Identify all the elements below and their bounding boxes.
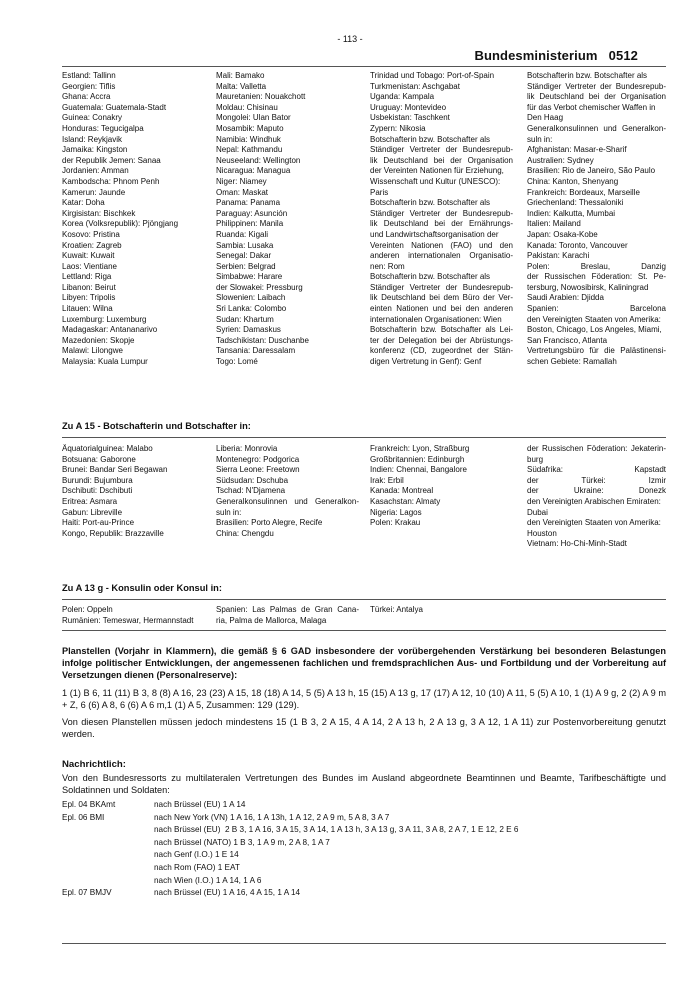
secondment-label: Epl. 04 BKAmt — [62, 800, 116, 809]
list-item: Gabun: Libreville — [62, 507, 123, 517]
list-item: der Slowakei: Pressburg — [216, 282, 303, 292]
list-item: Philippinen: Manila — [216, 219, 284, 229]
list-item: burg — [527, 454, 544, 464]
section-a15-col2 — [216, 444, 359, 539]
list-item: Rumänien: Temeswar, Hermannstadt — [62, 615, 194, 625]
list-item: Vietnam: Ho-Chi-Minh-Stadt — [527, 539, 627, 549]
section-a15-title: Zu A 15 - Botschafterin und Botschafter in: — [62, 421, 251, 431]
list-item: Ruanda: Kigali — [216, 229, 269, 239]
secondment-row — [62, 875, 666, 888]
list-item: Tadschikistan: Duschanbe — [216, 335, 309, 345]
list-item: Ständiger Vertreter der Bundesrepub- — [370, 145, 513, 155]
list-item: der Russischen Föderation: St. Pe- — [527, 272, 666, 282]
section-a15-col1 — [62, 444, 210, 539]
list-item: der Republik Jemen: Sanaa — [62, 155, 161, 165]
list-item: konferenz (CD, zugeordnet der Stän- — [370, 346, 513, 356]
list-item: Jamaika: Kingston — [62, 145, 128, 155]
list-item: Kroatien: Zagreb — [62, 240, 122, 250]
secondment-label: Epl. 07 BMJV — [62, 888, 112, 898]
secondment-row — [62, 837, 666, 850]
list-item: Kamerun: Jaunde — [62, 187, 126, 197]
list-item: Paraguay: Asunción — [216, 208, 288, 218]
list-item: und Landwirtschaftsorganisation der — [370, 229, 499, 239]
block1-col3 — [370, 71, 513, 368]
secondment-label: Epl. 06 BMI — [62, 812, 105, 822]
list-item: Senegal: Dakar — [216, 251, 272, 261]
secondment-text: nach Wien (I.O.) 1 A 14, 1 A 6 — [154, 875, 262, 885]
list-item: lik Deutschland bei der Organisation — [370, 155, 513, 165]
section-a13g-col3 — [370, 605, 518, 616]
list-item: Botschafterin bzw. Botschafter als — [370, 134, 491, 144]
list-item: Frankreich: Bordeaux, Marseille — [527, 187, 640, 197]
secondment-text: nach Rom (FAO) 1 EAT — [154, 862, 240, 872]
secondment-row — [62, 849, 666, 862]
list-item: nen: Rom — [370, 261, 405, 271]
list-item: Malta: Valletta — [216, 81, 267, 91]
list-item: Niger: Niamey — [216, 176, 267, 186]
section-a15-rule — [62, 437, 666, 438]
list-item: Kirgisistan: Bischkek — [62, 208, 136, 218]
list-item: Botschafterin bzw. Botschafter als — [370, 198, 491, 208]
section-a15-col3 — [370, 444, 518, 529]
list-item: Generalkonsulinnen und Generalkon- — [527, 123, 666, 133]
list-item: digen Vertretung in Genf): Genf — [370, 357, 482, 367]
list-item: Serbien: Belgrad — [216, 261, 276, 271]
list-item: Nigeria: Lagos — [370, 507, 422, 517]
list-item: China: Chengdu — [216, 528, 274, 538]
secondment-text: nach Brüssel (EU) 1 A 14 — [154, 800, 246, 809]
list-item: Japan: Osaka-Kobe — [527, 229, 598, 239]
list-item: den Vereinigten Staaten von Amerika: — [527, 518, 661, 528]
planstellen-note: Von diesen Planstellen müssen jedoch mindestens 15 (1 B 3, 2 A 15, 4 A 14, 2 A 13 h, 2 A 13 g, 3 A 12, 1 A 11) zur Postenvorbereitung genutzt werden. — [62, 717, 666, 740]
list-item: Ständiger Vertreter der Bundesrepub- — [370, 208, 513, 218]
list-item: Südsudan: Dschuba — [216, 475, 289, 485]
list-item: Nepal: Kathmandu — [216, 145, 283, 155]
list-item: Libanon: Beirut — [62, 282, 116, 292]
list-item: Brasilien: Porto Alegre, Recife — [216, 518, 323, 528]
list-item: Paris — [370, 187, 389, 197]
list-item: Malaysia: Kuala Lumpur — [62, 357, 148, 367]
list-item: Botschafterin bzw. Botschafter als Lei- — [370, 325, 513, 335]
block1-col2 — [216, 71, 364, 368]
list-item: Kuwait: Kuwait — [62, 251, 115, 261]
list-item: Panama: Panama — [216, 198, 281, 208]
section-a13g-col2 — [216, 605, 359, 626]
list-item: Burundi: Bujumbura — [62, 475, 133, 485]
list-item: Zypern: Nikosia — [370, 123, 426, 133]
list-item: für das Verbot chemischer Waffen in — [527, 102, 656, 112]
list-item: Haiti: Port-au-Prince — [62, 518, 135, 528]
list-item: Tansania: Daressalam — [216, 346, 296, 356]
list-item: Guatemala: Guatemala-Stadt — [62, 102, 167, 112]
list-item: Äquatorialguinea: Malabo — [62, 444, 153, 453]
list-item: Boston, Chicago, Los Angeles, Miami, — [527, 325, 662, 335]
list-item: Simbabwe: Harare — [216, 272, 283, 282]
list-item: der Russischen Föderation: Jekaterin- — [527, 444, 666, 453]
footer-rule — [62, 943, 666, 944]
list-item: Kanada: Toronto, Vancouver — [527, 240, 628, 250]
list-item: Slowenien: Laibach — [216, 293, 286, 303]
planstellen-list: 1 (1) B 6, 11 (11) B 3, 8 (8) A 16, 23 (23) A 15, 18 (18) A 14, 5 (5) A 13 h, 15 (15) A 13 g, 17 (17) A 12, 10 (10) A 11, 5 (5) A 10, 1 (1) A 9 g, 2 (2) A 9 m + Z, 6 (6) A 8, 6 (6) A 6 m,1 (1) A 5, Zusammen: 129 (129). — [62, 688, 666, 711]
list-item: Neuseeland: Wellington — [216, 155, 301, 165]
list-item: Montenegro: Podgorica — [216, 454, 300, 464]
list-item: Liberia: Monrovia — [216, 444, 278, 453]
secondment-row — [62, 862, 666, 875]
list-item: Indien: Kalkutta, Mumbai — [527, 208, 616, 218]
secondment-text: nach Genf (I.O.) 1 E 14 — [154, 850, 239, 860]
list-item: Botschafterin bzw. Botschafter als — [527, 71, 648, 80]
list-item: Saudi Arabien: Djidda — [527, 293, 604, 303]
ministry-title: Bundesministerium — [474, 48, 598, 63]
planstellen-heading: Planstellen (Vorjahr in Klammern), die gemäß § 6 GAD insbesondere der vorübergehenden Verstärkung bei besonderen Belastungen infolge politischer Entwicklungen, der angemessenen fachlichen und fremdsprachlichen Aus- und Fortbildung und der Vorbereitung auf Versetzungen dienen (Personalreserve): — [62, 646, 666, 681]
page-heading — [474, 48, 638, 63]
list-item: Mazedonien: Skopje — [62, 335, 135, 345]
nachrichtlich-heading: Nachrichtlich: — [62, 759, 126, 770]
list-item: Sudan: Khartum — [216, 314, 274, 324]
section-a15-col4 — [527, 444, 666, 550]
list-item: Namibia: Windhuk — [216, 134, 281, 144]
section-a13g-rule — [62, 599, 666, 600]
list-item: Indien: Chennai, Bangalore — [370, 465, 467, 475]
nachrichtlich-intro: Von den Bundesressorts zu multilateralen Vertretungen des Bundes im Ausland abgeordnete Beamtinnen und Beamte, Tarifbeschäftigte und Soldatinnen und Soldaten: — [62, 773, 666, 796]
list-item: suln in: — [527, 134, 553, 144]
list-item: Moldau: Chisinau — [216, 102, 278, 112]
secondment-row — [62, 887, 666, 900]
list-item: den Vereinigten Arabischen Emiraten: — [527, 496, 661, 506]
list-item: der Ukraine: Donezk — [527, 486, 666, 496]
section-a13g-title: Zu A 13 g - Konsulin oder Konsul in: — [62, 583, 222, 593]
list-item: Irak: Erbil — [370, 475, 404, 485]
list-item: Korea (Volksrepublik): Pjöngjang — [62, 219, 179, 229]
list-item: tersburg, Nowosibirsk, Kaliningrad — [527, 282, 649, 292]
list-item: Brasilien: Rio de Janeiro, São Paulo — [527, 166, 656, 176]
list-item: Houston — [527, 528, 557, 538]
list-item: Kosovo: Pristina — [62, 229, 120, 239]
list-item: suln in: — [216, 507, 242, 517]
secondment-row — [62, 812, 666, 825]
list-item: San Francisco, Atlanta — [527, 335, 608, 345]
secondment-text: nach Brüssel (NATO) 1 B 3, 1 A 9 m, 2 A 8, 1 A 7 — [154, 837, 330, 847]
list-item: Brunei: Bandar Seri Begawan — [62, 465, 168, 475]
list-item: Pakistan: Karachi — [527, 251, 590, 261]
list-item: Togo: Lomé — [216, 357, 258, 367]
list-item: Kasachstan: Almaty — [370, 496, 441, 506]
list-item: Polen: Krakau — [370, 518, 421, 528]
secondment-row — [62, 824, 666, 837]
list-item: Sambia: Lusaka — [216, 240, 274, 250]
list-item: Ghana: Accra — [62, 92, 111, 102]
secondment-text: nach Brüssel (EU) 1 A 16, 4 A 15, 1 A 14 — [154, 888, 301, 898]
list-item: Südafrika: Kapstadt — [527, 465, 666, 475]
list-item: Kanada: Montreal — [370, 486, 434, 496]
list-item: Madagaskar: Antananarivo — [62, 325, 158, 335]
list-item: den Vereinigten Staaten von Amerika: — [527, 314, 661, 324]
list-item: Uruguay: Montevideo — [370, 102, 447, 112]
list-item: Eritrea: Asmara — [62, 496, 118, 506]
list-item: Großbritannien: Edinburgh — [370, 454, 465, 464]
list-item: anderen internationalen Organisatio- — [370, 251, 513, 261]
header-rule — [62, 66, 666, 67]
list-item: Island: Reykjavik — [62, 134, 123, 144]
list-item: Vereinten Nationen (FAO) und den — [370, 240, 513, 250]
list-item: Kongo, Republik: Brazzaville — [62, 528, 164, 538]
page-number: - 113 - — [337, 34, 363, 44]
list-item: Laos: Vientiane — [62, 261, 118, 271]
list-item: internationalen Organisationen: Wien — [370, 314, 502, 324]
list-item: Mauretanien: Nouakchott — [216, 92, 306, 102]
list-item: Mosambik: Maputo — [216, 123, 284, 133]
list-item: Trinidad und Tobago: Port-of-Spain — [370, 71, 495, 80]
list-item: Litauen: Wilna — [62, 304, 113, 314]
list-item: Spanien: Las Palmas de Gran Cana- — [216, 605, 359, 614]
list-item: Mali: Bamako — [216, 71, 265, 80]
list-item: Wissenschaft und Kultur (UNESCO): — [370, 176, 501, 186]
list-item: ter der Delegation bei der Abrüstungs- — [370, 335, 513, 345]
list-item: Frankreich: Lyon, Straßburg — [370, 444, 470, 453]
list-item: Georgien: Tiflis — [62, 81, 116, 91]
list-item: Den Haag — [527, 113, 564, 123]
list-item: Mongolei: Ulan Bator — [216, 113, 291, 123]
list-item: Katar: Doha — [62, 198, 105, 208]
list-item: Turkmenistan: Aschgabat — [370, 81, 460, 91]
list-item: Syrien: Damaskus — [216, 325, 281, 335]
list-item: Estland: Tallinn — [62, 71, 116, 80]
list-item: Sri Lanka: Colombo — [216, 304, 287, 314]
list-item: Spanien: Barcelona — [527, 304, 666, 314]
list-item: Vertretungsbüro für die Palästinensi- — [527, 346, 666, 356]
list-item: der Vereinten Nationen für Erziehung, — [370, 166, 504, 176]
list-item: Türkei: Antalya — [370, 605, 423, 614]
secondment-text: nach Brüssel (EU) 2 B 3, 1 A 16, 3 A 15, 3 A 14, 1 A 13 h, 3 A 13 g, 3 A 11, 3 A 8, 2 A 7, 1 E 12, 2 E 6 — [154, 825, 519, 835]
list-item: Ständiger Vertreter der Bundesrepub- — [370, 282, 513, 292]
list-item: Australien: Sydney — [527, 155, 594, 165]
list-item: lik Deutschland bei dem Büro der Ver- — [370, 293, 513, 303]
list-item: Libyen: Tripolis — [62, 293, 116, 303]
list-item: Tschad: N'Djamena — [216, 486, 286, 496]
secondment-text: nach New York (VN) 1 A 16, 1 A 13h, 1 A 12, 2 A 9 m, 5 A 8, 3 A 7 — [154, 812, 390, 822]
list-item: Nicaragua: Managua — [216, 166, 291, 176]
list-item: Luxemburg: Luxemburg — [62, 314, 147, 324]
list-item: schen Gebiete: Ramallah — [527, 357, 617, 367]
list-item: ria, Palma de Mallorca, Malaga — [216, 615, 327, 625]
list-item: Kambodscha: Phnom Penh — [62, 176, 160, 186]
list-item: Jordanien: Amman — [62, 166, 129, 176]
list-item: lik Deutschland bei der Ernährungs- — [370, 219, 513, 229]
list-item: Botschafterin bzw. Botschafter als — [370, 272, 491, 282]
list-item: Generalkonsulinnen und Generalkon- — [216, 496, 359, 506]
chapter-number: 0512 — [608, 48, 638, 63]
secondment-table — [62, 799, 666, 900]
list-item: Polen: Breslau, Danzig — [527, 261, 666, 271]
list-item: Oman: Maskat — [216, 187, 269, 197]
list-item: Sierra Leone: Freetown — [216, 465, 300, 475]
block1-col1 — [62, 71, 210, 368]
list-item: Uganda: Kampala — [370, 92, 435, 102]
list-item: lik Deutschland bei der Organisation — [527, 92, 666, 102]
list-item: Afghanistan: Masar-e-Sharif — [527, 145, 627, 155]
list-item: China: Kanton, Shenyang — [527, 176, 619, 186]
list-item: Guinea: Conakry — [62, 113, 123, 123]
secondment-row — [62, 799, 666, 812]
list-item: Dubai — [527, 507, 548, 517]
list-item: Botsuana: Gaborone — [62, 454, 136, 464]
list-item: Malawi: Lilongwe — [62, 346, 123, 356]
list-item: Honduras: Tegucigalpa — [62, 123, 144, 133]
list-item: Italien: Mailand — [527, 219, 581, 229]
section-a13g-col1 — [62, 605, 212, 626]
list-item: Polen: Oppeln — [62, 605, 113, 614]
block1-col4 — [527, 71, 666, 368]
list-item: Dschibuti: Dschibuti — [62, 486, 133, 496]
section-a13g-bottom-rule — [62, 630, 666, 631]
list-item: Ständiger Vertreter der Bundesrepub- — [527, 81, 666, 91]
list-item: einten Nationen und bei den anderen — [370, 304, 513, 314]
list-item: Griechenland: Thessaloniki — [527, 198, 624, 208]
list-item: der Türkei: Izmir — [527, 475, 666, 485]
list-item: Usbekistan: Taschkent — [370, 113, 450, 123]
list-item: Lettland: Riga — [62, 272, 112, 282]
